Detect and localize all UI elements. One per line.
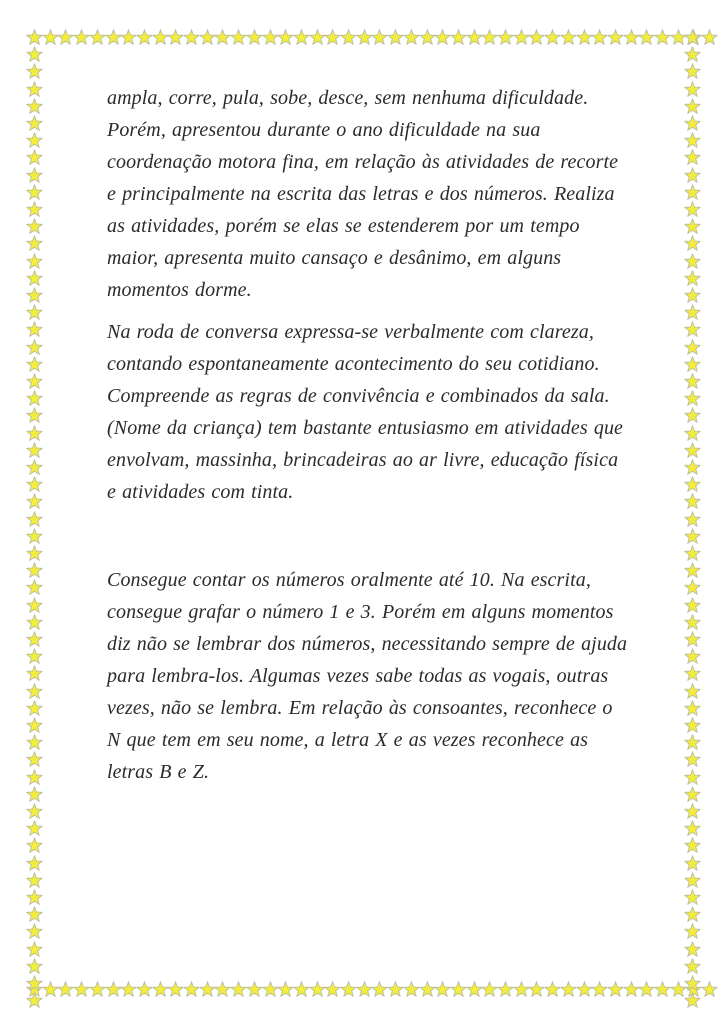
star-icon [638,981,655,998]
star-icon [623,29,640,46]
star-icon [684,167,701,184]
star-icon [387,981,404,998]
star-icon [684,373,701,390]
star-icon [26,493,43,510]
star-icon [684,235,701,252]
star-icon [684,751,701,768]
star-icon [684,98,701,115]
star-icon [26,700,43,717]
star-icon [167,981,184,998]
star-icon [434,981,451,998]
star-icon [73,29,90,46]
star-icon [684,218,701,235]
paragraph-1: ampla, corre, pula, sobe, desce, sem nenhuma dificuldade. Porém, apresentou durante o ano dificuldade na sua coordenação motora fina, em relação às atividades de recorte e principalmente na escrita das letras e dos números. Realiza as atividades, porém se elas se estenderem por um tempo maior, apresenta muito cansaço e desânimo, em alguns momentos dorme. [107,87,619,301]
star-icon [26,614,43,631]
star-icon [481,29,498,46]
star-icon [371,981,388,998]
star-icon [26,717,43,734]
star-icon [199,29,216,46]
star-icon [26,132,43,149]
star-icon [684,253,701,270]
star-icon [684,442,701,459]
star-icon [419,981,436,998]
star-icon [277,29,294,46]
star-icon [340,981,357,998]
star-icon [684,287,701,304]
star-icon [684,941,701,958]
star-icon [26,29,43,46]
star-icon [309,981,326,998]
star-icon [26,803,43,820]
star-icon [26,941,43,958]
star-icon [684,459,701,476]
star-icon [26,734,43,751]
star-icon [152,981,169,998]
star-icon [356,981,373,998]
star-border-left [26,29,44,999]
star-icon [684,648,701,665]
star-icon [684,769,701,786]
star-icon [277,981,294,998]
star-icon [89,981,106,998]
star-icon [26,253,43,270]
star-icon [684,545,701,562]
star-icon [684,562,701,579]
star-icon [684,390,701,407]
star-icon [591,29,608,46]
star-icon [26,407,43,424]
star-icon [684,803,701,820]
star-icon [73,981,90,998]
star-icon [26,837,43,854]
star-icon [654,981,671,998]
star-icon [26,820,43,837]
star-icon [120,981,137,998]
star-icon [684,528,701,545]
star-icon [419,29,436,46]
star-icon [684,786,701,803]
star-icon [136,981,153,998]
star-icon [105,29,122,46]
star-icon [654,29,671,46]
star-icon [684,975,701,992]
star-icon [544,981,561,998]
star-icon [183,981,200,998]
star-icon [684,81,701,98]
star-icon [26,218,43,235]
star-icon [684,614,701,631]
star-icon [684,476,701,493]
star-icon [57,29,74,46]
star-icon [26,29,43,46]
star-icon [26,992,43,1009]
star-icon [684,339,701,356]
star-icon [26,981,43,998]
star-icon [293,29,310,46]
star-border-bottom [26,981,702,999]
star-icon [26,889,43,906]
star-icon [105,981,122,998]
star-icon [26,562,43,579]
star-icon [576,29,593,46]
star-icon [120,29,137,46]
star-icon [26,665,43,682]
star-icon [26,321,43,338]
star-icon [26,855,43,872]
star-icon [684,597,701,614]
star-icon [230,29,247,46]
star-icon [57,981,74,998]
star-icon [340,29,357,46]
star-icon [214,29,231,46]
star-icon [684,906,701,923]
star-icon [684,184,701,201]
star-icon [544,29,561,46]
star-icon [26,81,43,98]
star-border-right [684,29,702,999]
star-icon [42,29,59,46]
star-icon [560,981,577,998]
document-body [107,82,629,788]
star-icon [26,975,43,992]
star-icon [26,511,43,528]
star-icon [262,981,279,998]
star-icon [26,270,43,287]
star-icon [26,769,43,786]
star-icon [684,511,701,528]
star-icon [371,29,388,46]
star-icon [26,46,43,63]
star-icon [684,115,701,132]
star-icon [684,837,701,854]
star-icon [670,29,687,46]
star-icon [26,751,43,768]
star-icon [513,981,530,998]
star-icon [684,855,701,872]
star-icon [684,321,701,338]
star-icon [701,29,718,46]
star-icon [26,459,43,476]
star-icon [89,29,106,46]
star-icon [466,29,483,46]
star-icon [26,373,43,390]
star-icon [356,29,373,46]
star-icon [26,648,43,665]
star-icon [26,304,43,321]
star-icon [136,29,153,46]
star-icon [42,981,59,998]
star-icon [685,981,702,998]
star-icon [246,981,263,998]
star-icon [607,981,624,998]
star-icon [684,149,701,166]
star-icon [684,356,701,373]
star-icon [684,992,701,1009]
star-icon [26,528,43,545]
star-icon [560,29,577,46]
star-icon [403,29,420,46]
star-icon [26,287,43,304]
star-icon [685,29,702,46]
star-icon [450,981,467,998]
star-icon [199,981,216,998]
star-icon [684,579,701,596]
star-icon [26,235,43,252]
star-icon [214,981,231,998]
star-icon [26,786,43,803]
star-icon [26,98,43,115]
star-icon [513,29,530,46]
star-icon [638,29,655,46]
star-icon [684,29,701,46]
star-icon [26,923,43,940]
star-icon [684,46,701,63]
star-icon [167,29,184,46]
star-icon [684,889,701,906]
star-icon [684,63,701,80]
star-icon [403,981,420,998]
star-icon [26,149,43,166]
star-icon [528,981,545,998]
star-icon [684,407,701,424]
star-icon [230,981,247,998]
star-icon [183,29,200,46]
star-icon [26,115,43,132]
star-icon [293,981,310,998]
star-icon [26,683,43,700]
star-icon [246,29,263,46]
star-icon [309,29,326,46]
star-icon [497,981,514,998]
star-icon [684,734,701,751]
star-icon [466,981,483,998]
star-icon [684,270,701,287]
paragraph-2: Na roda de conversa expressa-se verbalmente com clareza, contando espontaneamente acontecimento do seu cotidiano. Compreende as regras de convivência e combinados da sala. (Nome da criança) tem bastante entusiasmo em atividades que envolvam, massinha, brincadeiras ao ar livre, educação física e atividades com tinta. [107,321,624,503]
star-icon [684,631,701,648]
star-icon [450,29,467,46]
paragraph-3: Consegue contar os números oralmente até 10. Na escrita, consegue grafar o número 1 e 3. Porém em alguns momentos diz não se lembrar dos números, necessitando sempre de ajuda para lembra-los. Algumas vezes sabe todas as vogais, outras vezes, não se lembra. Em relação às consoantes, reconhece o N que tem em seu nome, a letra X e as vezes reconhece as letras B e Z. [107,569,628,783]
star-icon [26,425,43,442]
star-icon [324,981,341,998]
star-icon [684,872,701,889]
star-icon [684,923,701,940]
star-icon [684,700,701,717]
star-icon [670,981,687,998]
star-icon [684,665,701,682]
star-icon [684,132,701,149]
star-icon [26,958,43,975]
star-icon [623,981,640,998]
star-icon [26,597,43,614]
star-icon [684,683,701,700]
star-icon [387,29,404,46]
star-icon [684,425,701,442]
star-icon [528,29,545,46]
star-icon [26,184,43,201]
star-icon [701,981,718,998]
star-icon [26,201,43,218]
star-icon [26,545,43,562]
star-icon [684,304,701,321]
star-icon [26,339,43,356]
star-icon [26,356,43,373]
star-border-top [26,29,702,47]
star-icon [684,820,701,837]
star-icon [497,29,514,46]
star-icon [576,981,593,998]
star-icon [26,476,43,493]
star-icon [26,390,43,407]
star-icon [434,29,451,46]
star-icon [26,63,43,80]
star-icon [26,631,43,648]
star-icon [26,579,43,596]
star-icon [591,981,608,998]
star-icon [26,442,43,459]
star-icon [26,872,43,889]
star-icon [26,906,43,923]
star-icon [684,717,701,734]
star-icon [481,981,498,998]
star-icon [684,201,701,218]
star-icon [324,29,341,46]
star-icon [607,29,624,46]
star-icon [152,29,169,46]
star-icon [262,29,279,46]
star-icon [684,493,701,510]
star-icon [684,958,701,975]
star-icon [26,167,43,184]
